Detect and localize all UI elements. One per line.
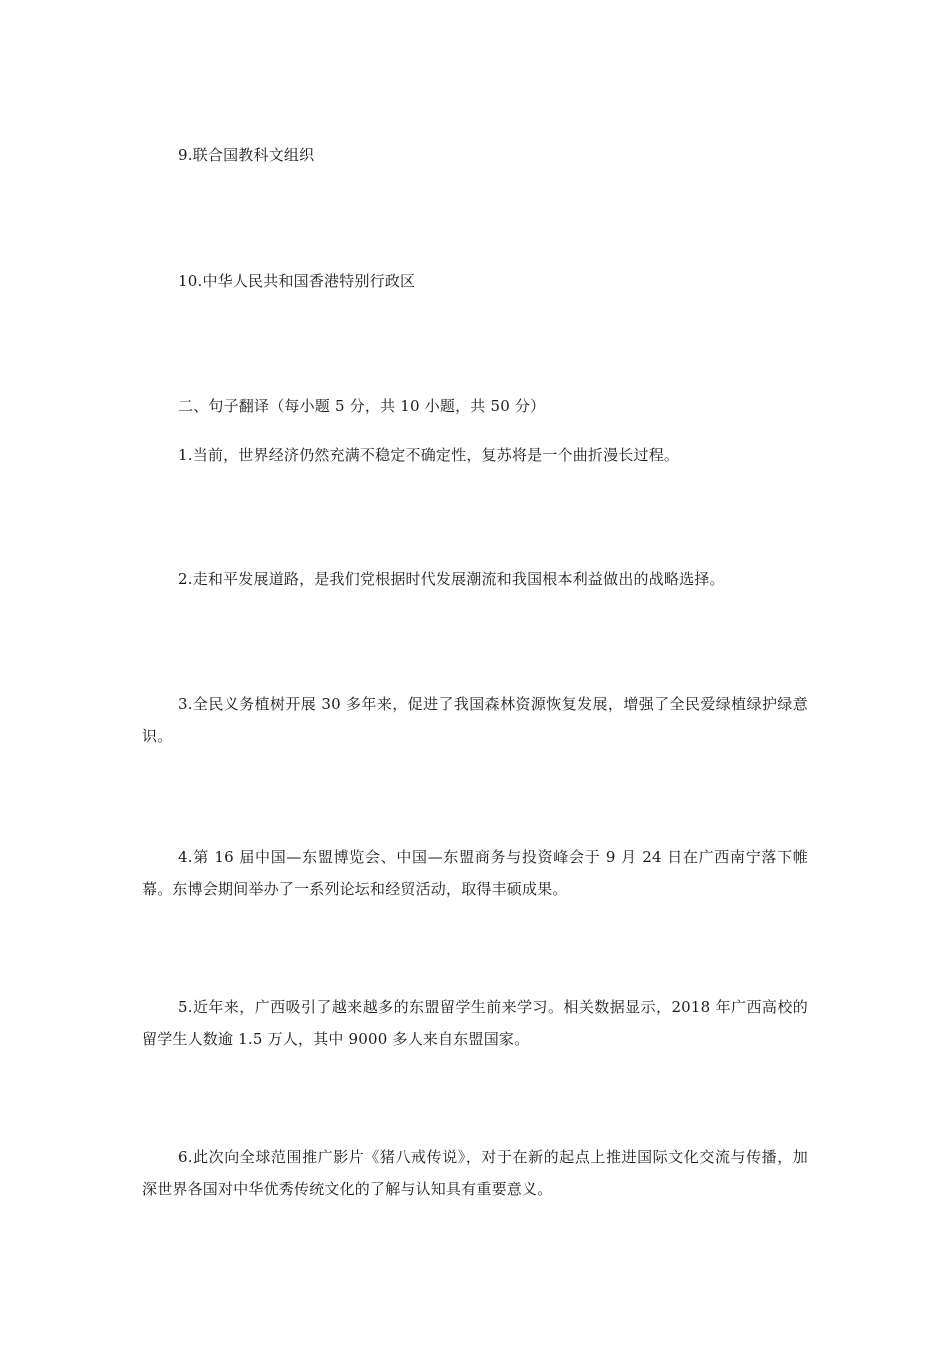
sentence-6: 6.此次向全球范围推广影片《猪八戒传说》，对于在新的起点上推进国际文化交流与传播，加深世界各国对中华优秀传统文化的了解与认知具有重要意义。	[142, 1148, 808, 1198]
sentence-4: 4.第 16 届中国—东盟博览会、中国—东盟商务与投资峰会于 9 月 24 日在广西南宁落下帷幕。东博会期间举办了一系列论坛和经贸活动，取得丰硕成果。	[142, 848, 808, 898]
sentence-2: 2.走和平发展道路，是我们党根据时代发展潮流和我国根本利益做出的战略选择。	[178, 570, 725, 588]
vocab-item-10: 10.中华人民共和国香港特别行政区	[178, 272, 416, 290]
sentence-3: 3.全民义务植树开展 30 多年来，促进了我国森林资源恢复发展，增强了全民爱绿植绿护绿意识。	[142, 695, 808, 745]
vocab-item-9: 9.联合国教科文组织	[178, 146, 315, 164]
sentence-5: 5.近年来，广西吸引了越来越多的东盟留学生前来学习。相关数据显示，2018 年广西高校的留学生人数逾 1.5 万人，其中 9000 多人来自东盟国家。	[142, 998, 808, 1048]
sentence-1: 1.当前，世界经济仍然充满不稳定不确定性，复苏将是一个曲折漫长过程。	[178, 446, 680, 464]
section-heading: 二、句子翻译（每小题 5 分，共 10 小题，共 50 分）	[178, 397, 546, 415]
